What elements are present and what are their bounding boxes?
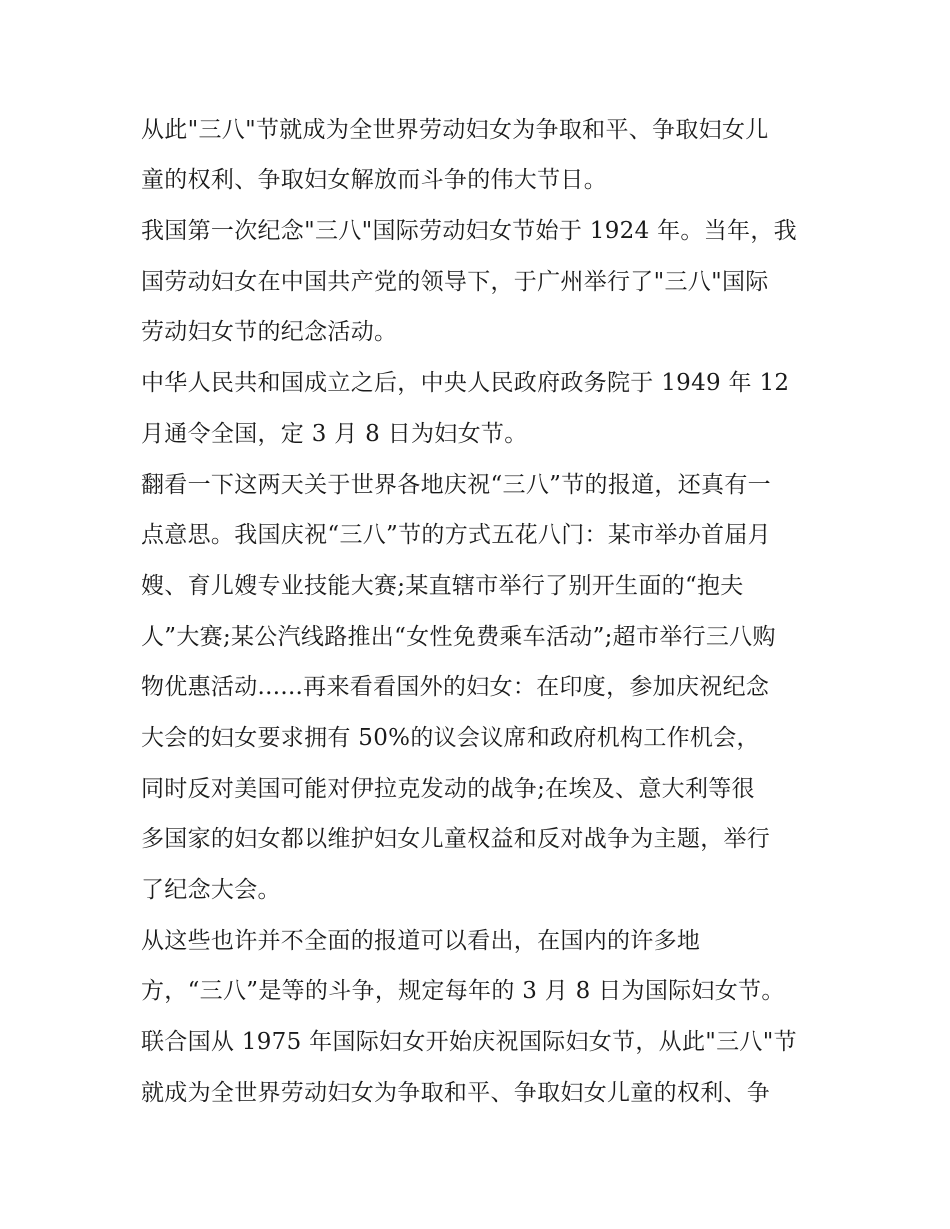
text-line: 童的权利、争取妇女解放而斗争的伟大节日。 (141, 167, 607, 193)
text-line: 人”大赛;某公汽线路推出“女性免费乘车活动”;超市举行三八购 (141, 624, 776, 650)
text-line: 点意思。我国庆祝“三八”节的方式五花八门：某市举办首届月 (141, 522, 771, 548)
text-line: 劳动妇女节的纪念活动。 (141, 319, 398, 345)
text-line: 联合国从 1975 年国际妇女开始庆祝国际妇女节，从此"三八"节 (141, 1029, 797, 1055)
text-line: 中华人民共和国成立之后，中央人民政府政务院于 1949 年 12 (141, 370, 790, 396)
text-line: 了纪念大会。 (141, 877, 281, 903)
text-line: 嫂、育儿嫂专业技能大赛;某直辖市举行了别开生面的“抱夫 (141, 573, 744, 599)
text-line: 同时反对美国可能对伊拉克发动的战争;在埃及、意大利等很 (141, 776, 755, 802)
text-line: 从此"三八"节就成为全世界劳动妇女为争取和平、争取妇女儿 (141, 117, 769, 143)
text-line: 大会的妇女要求拥有 50%的议会议席和政府机构工作机会， (141, 725, 760, 751)
text-line: 国劳动妇女在中国共产党的领导下，于广州举行了"三八"国际 (141, 269, 769, 295)
text-line: 月通令全国，定 3 月 8 日为妇女节。 (141, 421, 528, 447)
text-line: 物优惠活动......再来看看国外的妇女：在印度，参加庆祝纪念 (141, 674, 770, 700)
text-line: 我国第一次纪念"三八"国际劳动妇女节始于 1924 年。当年，我 (141, 218, 797, 244)
text-line: 多国家的妇女都以维护妇女儿童权益和反对战争为主题，举行 (141, 826, 771, 852)
text-line: 从这些也许并不全面的报道可以看出，在国内的许多地 (141, 928, 701, 954)
text-line: 方，“三八”是等的斗争，规定每年的 3 月 8 日为国际妇女节。 (141, 978, 785, 1004)
text-line: 翻看一下这两天关于世界各地庆祝“三八”节的报道，还真有一 (141, 472, 771, 498)
text-line: 就成为全世界劳动妇女为争取和平、争取妇女儿童的权利、争 (141, 1080, 771, 1106)
